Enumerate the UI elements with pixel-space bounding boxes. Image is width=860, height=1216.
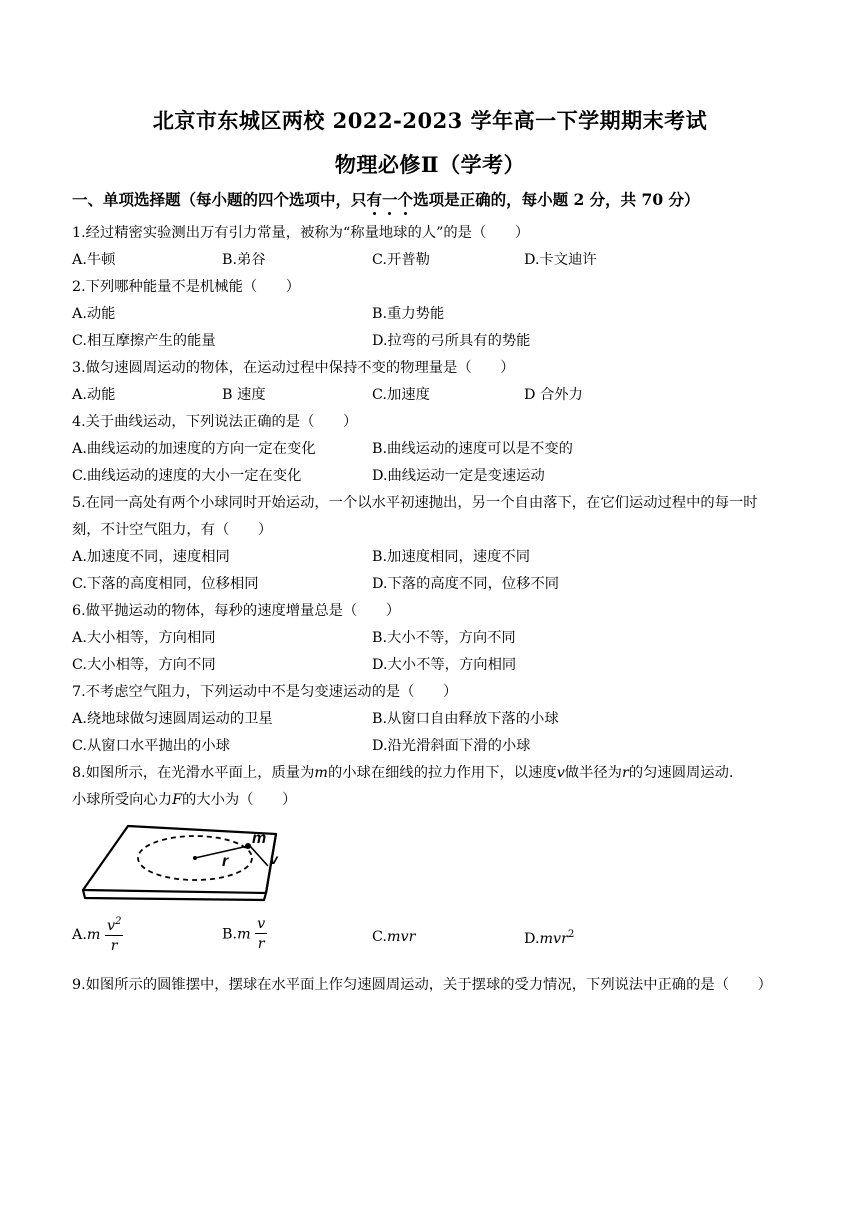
question-5-option-c[interactable]: C.下落的高度相同，位移相同: [72, 576, 259, 592]
stem-text: 的大小为（ ）: [182, 792, 297, 808]
exponent: 2: [115, 916, 122, 927]
question-4-option-a[interactable]: A.曲线运动的加速度的方向一定在变化: [72, 441, 316, 457]
question-4-option-d[interactable]: D.曲线运动一定是变速运动: [372, 468, 545, 484]
question-4-stem: 4.关于曲线运动，下列说法正确的是（ ）: [72, 414, 358, 430]
mass-symbol: m: [86, 927, 101, 944]
question-6-stem: 6.做平抛运动的物体，每秒的速度增量总是（ ）: [72, 603, 401, 619]
velocity-label: v: [270, 851, 278, 867]
question-6-option-c[interactable]: C.大小相等，方向不同: [72, 657, 216, 673]
question-5-option-b[interactable]: B.加速度相同，速度不同: [372, 549, 531, 565]
question-4-option-b[interactable]: B.曲线运动的速度可以是不变的: [372, 441, 573, 457]
question-2-option-d[interactable]: D.拉弯的弓所具有的势能: [372, 333, 531, 349]
velocity-symbol: v: [556, 765, 565, 781]
question-6-option-a[interactable]: A.大小相等，方向相同: [72, 630, 216, 646]
option-label: D.: [524, 930, 540, 947]
denominator: r: [110, 938, 118, 955]
stem-text: 做半径为: [564, 765, 622, 781]
question-2-option-c[interactable]: C.相互摩擦产生的能量: [72, 333, 216, 349]
question-7-option-c[interactable]: C.从窗口水平抛出的小球: [72, 738, 230, 754]
question-5-stem-line1: 5.在同一高处有两个小球同时开始运动，一个以水平初速抛出，另一个自由落下，在它们运动过程中的每一时: [72, 495, 758, 511]
question-3-stem: 3.做匀速圆周运动的物体，在运动过程中保持不变的物理量是（ ）: [72, 360, 515, 376]
radius-symbol: r: [621, 765, 629, 781]
radius-label: r: [222, 853, 229, 870]
center-point: [193, 856, 197, 860]
question-8-option-d[interactable]: [524, 929, 574, 947]
stem-text: 的小球在细线的拉力作用下，以速度: [327, 765, 557, 781]
question-6-option-b[interactable]: B.大小不等，方向不同: [372, 630, 516, 646]
force-symbol: F: [172, 792, 182, 808]
circular-motion-figure: [80, 818, 280, 902]
question-1-option-d[interactable]: D.卡文迪许: [524, 252, 597, 268]
fraction: [255, 917, 267, 952]
option-label: C.: [372, 929, 387, 945]
ball: [245, 843, 251, 849]
emphasis-char: 有: [366, 190, 383, 209]
question-8-stem-line1: [72, 762, 733, 782]
option-label: A.: [72, 927, 87, 944]
section-heading: [72, 188, 700, 210]
emphasis-char: 一: [382, 190, 398, 209]
emphasis-char: 个: [397, 190, 414, 209]
question-1-option-b[interactable]: B.弟谷: [222, 252, 266, 268]
question-2-stem: 2.下列哪种能量不是机械能（ ）: [72, 279, 301, 295]
page-subtitle: 物理必修Ⅱ（学考）: [334, 152, 526, 177]
question-5-stem-line2: 刻，不计空气阻力，有（ ）: [72, 522, 273, 538]
option-label: B.: [222, 926, 238, 943]
question-5-option-d[interactable]: D.下落的高度不同，位移不同: [372, 576, 560, 592]
question-7-option-a[interactable]: A.绕地球做匀速圆周运动的卫星: [72, 711, 273, 727]
section-heading-part2: 选项是正确的，每小题 2 分，共 70 分）: [413, 190, 700, 209]
question-2-option-a[interactable]: A.动能: [72, 306, 116, 322]
question-8-stem-line2: [72, 789, 296, 809]
question-1-stem: 1.经过精密实验测出万有引力常量，被称为“称量地球的人”的是（ ）: [72, 225, 530, 241]
question-8-option-a[interactable]: [72, 917, 123, 953]
question-7-option-b[interactable]: B.从窗口自由释放下落的小球: [372, 711, 559, 727]
question-4-option-c[interactable]: C.曲线运动的速度的大小一定在变化: [72, 468, 302, 484]
stem-text: 的匀速圆周运动.: [628, 765, 734, 781]
exponent: 2: [567, 929, 575, 940]
question-3-option-d[interactable]: D 合外力: [524, 387, 583, 403]
question-7-option-d[interactable]: D.沿光滑斜面下滑的小球: [372, 738, 531, 754]
stem-text: 8.如图所示，在光滑水平面上，质量为: [72, 765, 315, 781]
question-1-option-c[interactable]: C.开普勒: [372, 252, 430, 268]
question-8-option-b[interactable]: [222, 917, 267, 952]
question-6-option-d[interactable]: D.大小不等，方向相同: [372, 657, 517, 673]
question-5-option-a[interactable]: A.加速度不同，速度相同: [72, 549, 230, 565]
stem-text: 小球所受向心力: [72, 792, 173, 808]
fraction: [105, 917, 123, 953]
plane-top: [83, 826, 276, 893]
question-1-option-a[interactable]: A.牛顿: [72, 252, 116, 268]
question-3-option-a[interactable]: A.动能: [72, 387, 116, 403]
question-3-option-c[interactable]: C.加速度: [372, 387, 430, 403]
mass-symbol: m: [314, 765, 328, 781]
question-3-option-b[interactable]: B 速度: [222, 387, 266, 403]
question-9-stem: 9.如图所示的圆锥摆中，摆球在水平面上作匀速圆周运动，关于摆球的受力情况，下列说法中正确的是（ ）: [72, 977, 772, 993]
option-expression: mvr: [386, 929, 416, 945]
numerator: v: [106, 917, 116, 934]
mass-symbol: m: [237, 926, 251, 943]
section-heading-part1: 一、单项选择题（每小题的四个选项中，只: [72, 190, 367, 209]
question-8-option-c[interactable]: [372, 929, 415, 945]
option-expression: mvr: [539, 930, 568, 947]
page-title: 北京市东城区两校 2022-2023 学年高一下学期期末考试: [152, 108, 708, 133]
numerator: v: [255, 917, 267, 934]
denominator: r: [257, 936, 265, 953]
mass-label: m: [252, 830, 267, 847]
question-2-option-b[interactable]: B.重力势能: [372, 306, 445, 322]
question-7-stem: 7.不考虑空气阻力，下列运动中不是匀变速运动的是（ ）: [72, 684, 458, 700]
